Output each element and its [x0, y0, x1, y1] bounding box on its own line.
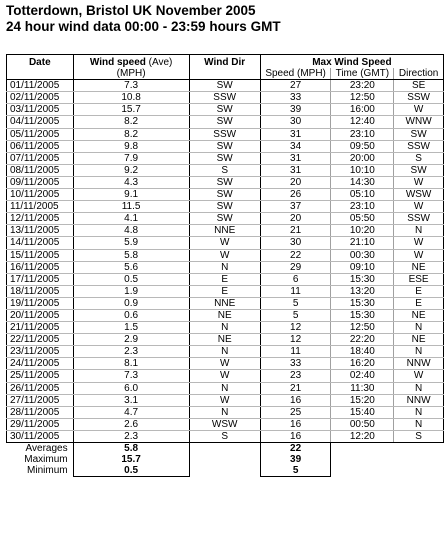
table-row: [7, 334, 444, 346]
date-cell: 12/11/2005: [7, 213, 74, 225]
wind-speed-cell: 7.3: [73, 80, 189, 92]
table-row: [7, 176, 444, 188]
max-direction-cell: S: [394, 430, 444, 442]
max-time-cell: 15:30: [331, 309, 394, 321]
header-wind-speed-unit: (MPH): [73, 68, 189, 80]
summary-minimum-max: 5: [260, 465, 331, 477]
header-max-direction: Direction: [394, 68, 444, 80]
date-cell: 02/11/2005: [7, 92, 74, 104]
max-speed-cell: 31: [260, 152, 331, 164]
wind-dir-cell: N: [189, 261, 260, 273]
max-direction-cell: ESE: [394, 273, 444, 285]
date-cell: 07/11/2005: [7, 152, 74, 164]
max-speed-cell: 21: [260, 382, 331, 394]
wind-speed-cell: 5.8: [73, 249, 189, 261]
table-row: [7, 394, 444, 406]
wind-dir-cell: SW: [189, 189, 260, 201]
table-row: [7, 418, 444, 430]
max-speed-cell: 11: [260, 285, 331, 297]
max-direction-cell: N: [394, 346, 444, 358]
wind-speed-cell: 2.9: [73, 334, 189, 346]
table-row: [7, 370, 444, 382]
max-direction-cell: N: [394, 225, 444, 237]
max-speed-cell: 5: [260, 297, 331, 309]
max-time-cell: 23:10: [331, 201, 394, 213]
max-direction-cell: SW: [394, 128, 444, 140]
date-cell: 18/11/2005: [7, 285, 74, 297]
wind-speed-cell: 0.5: [73, 273, 189, 285]
max-time-cell: 18:40: [331, 346, 394, 358]
max-speed-cell: 33: [260, 358, 331, 370]
header-date: Date: [7, 55, 74, 69]
max-time-cell: 09:50: [331, 140, 394, 152]
header-wind-speed-note: (Ave): [148, 57, 173, 68]
max-time-cell: 09:10: [331, 261, 394, 273]
max-time-cell: 02:40: [331, 370, 394, 382]
date-cell: 01/11/2005: [7, 80, 74, 92]
date-cell: 03/11/2005: [7, 104, 74, 116]
max-time-cell: 16:20: [331, 358, 394, 370]
wind-speed-cell: 7.9: [73, 152, 189, 164]
wind-speed-cell: 0.9: [73, 297, 189, 309]
wind-dir-cell: WSW: [189, 418, 260, 430]
date-cell: 09/11/2005: [7, 176, 74, 188]
table-row: [7, 116, 444, 128]
header-max-time: Time (GMT): [331, 68, 394, 80]
date-cell: 30/11/2005: [7, 430, 74, 442]
wind-dir-cell: NNE: [189, 225, 260, 237]
wind-dir-cell: SW: [189, 80, 260, 92]
max-direction-cell: NE: [394, 261, 444, 273]
wind-dir-cell: S: [189, 430, 260, 442]
max-time-cell: 23:10: [331, 128, 394, 140]
max-time-cell: 21:10: [331, 237, 394, 249]
table-row: [7, 249, 444, 261]
date-cell: 13/11/2005: [7, 225, 74, 237]
max-direction-cell: W: [394, 249, 444, 261]
max-direction-cell: NE: [394, 334, 444, 346]
table-row: [7, 261, 444, 273]
table-row: [7, 358, 444, 370]
summary-maximum-wind: 15.7: [73, 454, 189, 465]
max-speed-cell: 11: [260, 346, 331, 358]
wind-dir-cell: N: [189, 346, 260, 358]
table-row: [7, 297, 444, 309]
max-direction-cell: N: [394, 406, 444, 418]
summary-maximum-max: 39: [260, 454, 331, 465]
wind-speed-cell: 4.1: [73, 213, 189, 225]
max-speed-cell: 5: [260, 309, 331, 321]
max-speed-cell: 12: [260, 334, 331, 346]
max-time-cell: 22:20: [331, 334, 394, 346]
max-time-cell: 12:40: [331, 116, 394, 128]
max-direction-cell: W: [394, 370, 444, 382]
date-cell: 16/11/2005: [7, 261, 74, 273]
max-speed-cell: 39: [260, 104, 331, 116]
wind-dir-cell: W: [189, 237, 260, 249]
max-time-cell: 14:30: [331, 176, 394, 188]
table-row: [7, 406, 444, 418]
max-direction-cell: N: [394, 382, 444, 394]
wind-speed-cell: 5.9: [73, 237, 189, 249]
summary-minimum-label: Minimum: [27, 465, 68, 477]
wind-speed-cell: 4.8: [73, 225, 189, 237]
max-time-cell: 12:50: [331, 322, 394, 334]
wind-speed-cell: 9.1: [73, 189, 189, 201]
wind-dir-cell: SSW: [189, 128, 260, 140]
wind-speed-cell: 8.1: [73, 358, 189, 370]
page-subtitle: 24 hour wind data 00:00 - 23:59 hours GMT: [6, 19, 281, 34]
wind-speed-cell: 7.3: [73, 370, 189, 382]
max-time-cell: 10:20: [331, 225, 394, 237]
table-row: [7, 237, 444, 249]
max-time-cell: 13:20: [331, 285, 394, 297]
table-row: [7, 104, 444, 116]
max-speed-cell: 12: [260, 322, 331, 334]
wind-speed-cell: 10.8: [73, 92, 189, 104]
table-row: [7, 164, 444, 176]
date-cell: 26/11/2005: [7, 382, 74, 394]
table-row: [7, 128, 444, 140]
wind-speed-cell: 9.8: [73, 140, 189, 152]
wind-speed-cell: 11.5: [73, 201, 189, 213]
summary-minimum-wind: 0.5: [73, 465, 189, 477]
max-speed-cell: 6: [260, 273, 331, 285]
date-cell: 24/11/2005: [7, 358, 74, 370]
wind-dir-cell: SSW: [189, 92, 260, 104]
header-wind-speed-label: Wind speed: [89, 57, 146, 68]
wind-dir-cell: S: [189, 164, 260, 176]
date-cell: 20/11/2005: [7, 309, 74, 321]
max-time-cell: 11:30: [331, 382, 394, 394]
max-speed-cell: 16: [260, 418, 331, 430]
table-row: [7, 189, 444, 201]
table-row: [7, 309, 444, 321]
max-direction-cell: N: [394, 418, 444, 430]
max-direction-cell: WNW: [394, 116, 444, 128]
wind-dir-cell: W: [189, 249, 260, 261]
max-direction-cell: NNW: [394, 394, 444, 406]
wind-dir-cell: SW: [189, 140, 260, 152]
wind-data-table: [6, 54, 444, 477]
max-direction-cell: W: [394, 201, 444, 213]
table-row: [7, 225, 444, 237]
table-row: [7, 80, 444, 92]
wind-speed-cell: 9.2: [73, 164, 189, 176]
date-cell: 17/11/2005: [7, 273, 74, 285]
wind-dir-cell: W: [189, 358, 260, 370]
max-speed-cell: 23: [260, 370, 331, 382]
wind-speed-cell: 0.6: [73, 309, 189, 321]
max-speed-cell: 26: [260, 189, 331, 201]
header-wind-speed: [73, 55, 189, 69]
max-direction-cell: SSW: [394, 213, 444, 225]
wind-dir-cell: N: [189, 382, 260, 394]
wind-dir-cell: N: [189, 322, 260, 334]
date-cell: 23/11/2005: [7, 346, 74, 358]
wind-dir-cell: NE: [189, 334, 260, 346]
wind-dir-cell: SW: [189, 213, 260, 225]
summary-maximum-label: Maximum: [24, 454, 68, 466]
max-direction-cell: E: [394, 297, 444, 309]
wind-speed-cell: 3.1: [73, 394, 189, 406]
wind-speed-cell: 15.7: [73, 104, 189, 116]
header-wind-dir: Wind Dir: [189, 55, 260, 69]
max-time-cell: 00:50: [331, 418, 394, 430]
max-speed-cell: 37: [260, 201, 331, 213]
max-direction-cell: N: [394, 322, 444, 334]
date-cell: 14/11/2005: [7, 237, 74, 249]
wind-dir-cell: E: [189, 285, 260, 297]
wind-speed-cell: 1.9: [73, 285, 189, 297]
table-row: [7, 140, 444, 152]
date-cell: 27/11/2005: [7, 394, 74, 406]
max-direction-cell: S: [394, 152, 444, 164]
max-speed-cell: 25: [260, 406, 331, 418]
max-time-cell: 15:20: [331, 394, 394, 406]
max-speed-cell: 33: [260, 92, 331, 104]
max-direction-cell: SE: [394, 80, 444, 92]
max-direction-cell: E: [394, 285, 444, 297]
wind-dir-cell: SW: [189, 104, 260, 116]
max-time-cell: 05:50: [331, 213, 394, 225]
max-direction-cell: NNW: [394, 358, 444, 370]
max-direction-cell: WSW: [394, 189, 444, 201]
wind-speed-cell: 4.7: [73, 406, 189, 418]
wind-speed-cell: 2.3: [73, 346, 189, 358]
table-row: [7, 322, 444, 334]
max-time-cell: 12:20: [331, 430, 394, 442]
max-time-cell: 15:30: [331, 273, 394, 285]
wind-dir-cell: SW: [189, 116, 260, 128]
date-cell: 21/11/2005: [7, 322, 74, 334]
page-title: Totterdown, Bristol UK November 2005: [6, 3, 256, 18]
wind-speed-cell: 8.2: [73, 128, 189, 140]
max-speed-cell: 34: [260, 140, 331, 152]
table-row: [7, 213, 444, 225]
max-time-cell: 15:40: [331, 406, 394, 418]
max-speed-cell: 16: [260, 430, 331, 442]
max-time-cell: 10:10: [331, 164, 394, 176]
max-speed-cell: 27: [260, 80, 331, 92]
date-cell: 19/11/2005: [7, 297, 74, 309]
wind-dir-cell: W: [189, 394, 260, 406]
max-direction-cell: W: [394, 237, 444, 249]
wind-dir-cell: SW: [189, 152, 260, 164]
wind-speed-cell: 5.6: [73, 261, 189, 273]
max-speed-cell: 30: [260, 237, 331, 249]
max-time-cell: 20:00: [331, 152, 394, 164]
max-time-cell: 00:30: [331, 249, 394, 261]
wind-speed-cell: 4.3: [73, 176, 189, 188]
max-time-cell: 05:10: [331, 189, 394, 201]
date-cell: 04/11/2005: [7, 116, 74, 128]
max-speed-cell: 31: [260, 164, 331, 176]
summary-averages-wind: 5.8: [73, 443, 189, 455]
wind-dir-cell: SW: [189, 176, 260, 188]
table-row: [7, 430, 444, 442]
table-row: [7, 346, 444, 358]
summary-averages-max: 22: [260, 443, 331, 455]
wind-speed-cell: 1.5: [73, 322, 189, 334]
date-cell: 25/11/2005: [7, 370, 74, 382]
wind-dir-cell: W: [189, 370, 260, 382]
max-time-cell: 12:50: [331, 92, 394, 104]
max-direction-cell: NE: [394, 309, 444, 321]
table-row: [7, 92, 444, 104]
max-speed-cell: 20: [260, 213, 331, 225]
wind-speed-cell: 8.2: [73, 116, 189, 128]
header-wind-dir-sub: [189, 68, 260, 80]
table-row: [7, 201, 444, 213]
table-row: [7, 382, 444, 394]
max-time-cell: 23:20: [331, 80, 394, 92]
max-time-cell: 16:00: [331, 104, 394, 116]
wind-speed-cell: 2.6: [73, 418, 189, 430]
max-speed-cell: 16: [260, 394, 331, 406]
wind-dir-cell: NNE: [189, 297, 260, 309]
wind-dir-cell: NE: [189, 309, 260, 321]
max-speed-cell: 30: [260, 116, 331, 128]
date-cell: 08/11/2005: [7, 164, 74, 176]
max-time-cell: 15:30: [331, 297, 394, 309]
max-speed-cell: 31: [260, 128, 331, 140]
max-direction-cell: SSW: [394, 92, 444, 104]
date-cell: 10/11/2005: [7, 189, 74, 201]
date-cell: 11/11/2005: [7, 201, 74, 213]
header-max-speed: Speed (MPH): [260, 68, 331, 80]
date-cell: 05/11/2005: [7, 128, 74, 140]
wind-dir-cell: N: [189, 406, 260, 418]
max-speed-cell: 21: [260, 225, 331, 237]
header-max-wind-speed: Max Wind Speed: [260, 55, 443, 69]
date-cell: 29/11/2005: [7, 418, 74, 430]
wind-speed-cell: 2.3: [73, 430, 189, 442]
summary-averages-label: Averages: [25, 443, 68, 454]
wind-dir-cell: E: [189, 273, 260, 285]
wind-dir-cell: SW: [189, 201, 260, 213]
header-date-sub: [7, 68, 74, 80]
max-direction-cell: SW: [394, 164, 444, 176]
table-row: [7, 273, 444, 285]
max-speed-cell: 22: [260, 249, 331, 261]
table-row: [7, 285, 444, 297]
max-direction-cell: W: [394, 176, 444, 188]
date-cell: 22/11/2005: [7, 334, 74, 346]
max-speed-cell: 20: [260, 176, 331, 188]
date-cell: 28/11/2005: [7, 406, 74, 418]
max-direction-cell: W: [394, 104, 444, 116]
date-cell: 15/11/2005: [7, 249, 74, 261]
date-cell: 06/11/2005: [7, 140, 74, 152]
wind-speed-cell: 6.0: [73, 382, 189, 394]
max-speed-cell: 29: [260, 261, 331, 273]
max-direction-cell: SSW: [394, 140, 444, 152]
table-row: [7, 152, 444, 164]
